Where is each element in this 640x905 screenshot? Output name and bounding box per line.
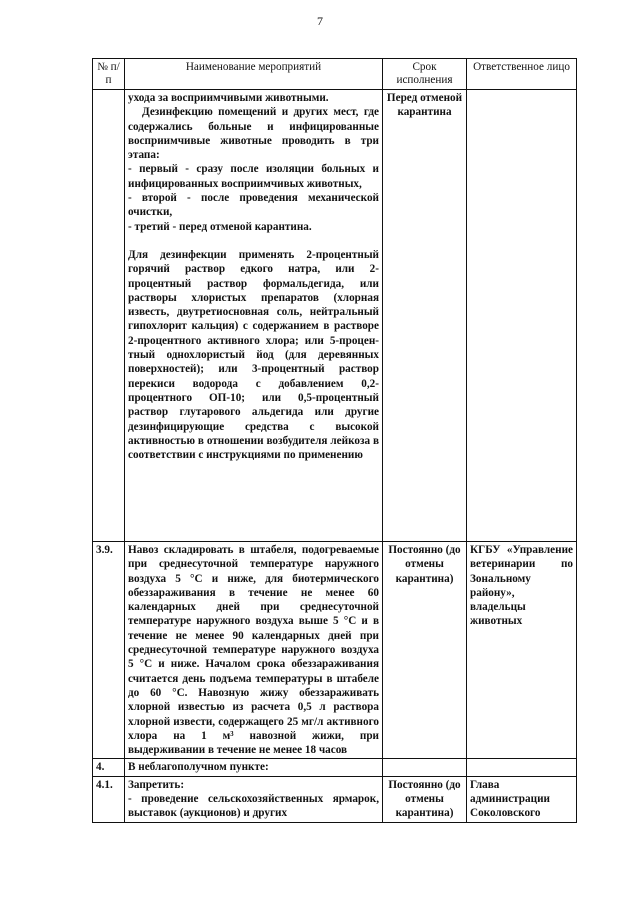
measure-line: ухода за восприимчивыми животными. xyxy=(128,92,329,104)
row-responsible xyxy=(467,90,577,542)
row-num: 4.1. xyxy=(93,776,125,822)
measure-line: Запретить: xyxy=(128,778,185,791)
header-deadline: Срок исполнения xyxy=(383,59,467,90)
row-measure-text: В неблагополучном пункте: xyxy=(125,759,383,776)
row-responsible xyxy=(467,759,577,776)
row-num xyxy=(93,90,125,542)
header-responsible: Ответственное лицо xyxy=(467,59,577,90)
page-number: 7 xyxy=(317,14,323,28)
measure-line: Дезинфекцию помещений и других мест, где содержались больные и инфицированные восприимчивые животные проводить в три этапа: xyxy=(128,106,379,162)
table-row xyxy=(93,776,577,822)
row-measure-text xyxy=(125,776,383,822)
row-measure-text: Навоз складировать в штабеля, подогреваемые при среднесуточной температуре наружного воздуха 5 °С и ниже, для биотермического обеззараживания в течение не менее 60 календарных дней при среднесуточной температуре наружного воздуха выше 5 °С и в течение не менее 90 календарных дней при среднесуточной температуре наружного воздуха 5 °С и ниже. Началом срока обеззараживания считается день подъема температуры в штабеле до 60 °С. Навозную жижу обеззараживать хлорной известью из расчета 0,5 л раствора хлорной извести, содержащего 25 мг/л активного хлора на 1 м³ навозной жижи, при выдерживании в течение не менее 18 часов xyxy=(125,542,383,759)
row-deadline: Перед отменой карантина xyxy=(383,90,467,542)
row-deadline: Постоянно (до отмены карантина) xyxy=(383,776,467,822)
table-row xyxy=(93,759,577,776)
row-num: 3.9. xyxy=(93,542,125,759)
header-name: Наименование мероприятий xyxy=(125,59,383,90)
measures-table xyxy=(92,58,577,823)
measure-line: - проведение сельскохозяйственных ярмарок, выставок (аукционов) и других xyxy=(128,793,379,820)
spacer xyxy=(128,234,379,248)
measure-line: - первый - сразу после изоляции больных и инфицированных восприимчивых животных, xyxy=(128,163,379,190)
table-row xyxy=(93,542,577,759)
row-responsible: КГБУ «Управление ветеринарии по Зональному району», владельцы животных xyxy=(467,542,577,759)
row-num: 4. xyxy=(93,759,125,776)
row-deadline: Постоянно (до отмены карантина) xyxy=(383,542,467,759)
measure-line: - третий - перед отменой карантина. xyxy=(128,220,312,233)
measure-line: - второй - после проведения механической очистки, xyxy=(128,192,379,219)
header-num: № п/п xyxy=(93,59,125,90)
table-row xyxy=(93,90,577,542)
row-measure-text xyxy=(125,90,383,542)
row-deadline xyxy=(383,759,467,776)
row-responsible: Глава администрации Соколовского xyxy=(467,776,577,822)
table-header-row xyxy=(93,59,577,90)
measure-line: Для дезинфекции применять 2-процентный горячий раствор едкого натра, или 2-процентный раствор формальдегида, или растворы хлористых препаратов (хлорная известь, двутретиосновная соль, нейтральный гипохлорит кальция) с содержанием в растворе 2-процентного активного хлора; или 5-процен-тный однохлористый йод (для деревянных поверхностей); или 3-процентный раствор перекиси водорода с добавлением 0,2-процентного ОП-10; или 0,5-процентный раствор глутарового альдегида или другие дезинфицирующие средства с высокой активностью в отношении возбудителя лейкоза в соответствии с инструкциями по применению xyxy=(128,248,379,462)
